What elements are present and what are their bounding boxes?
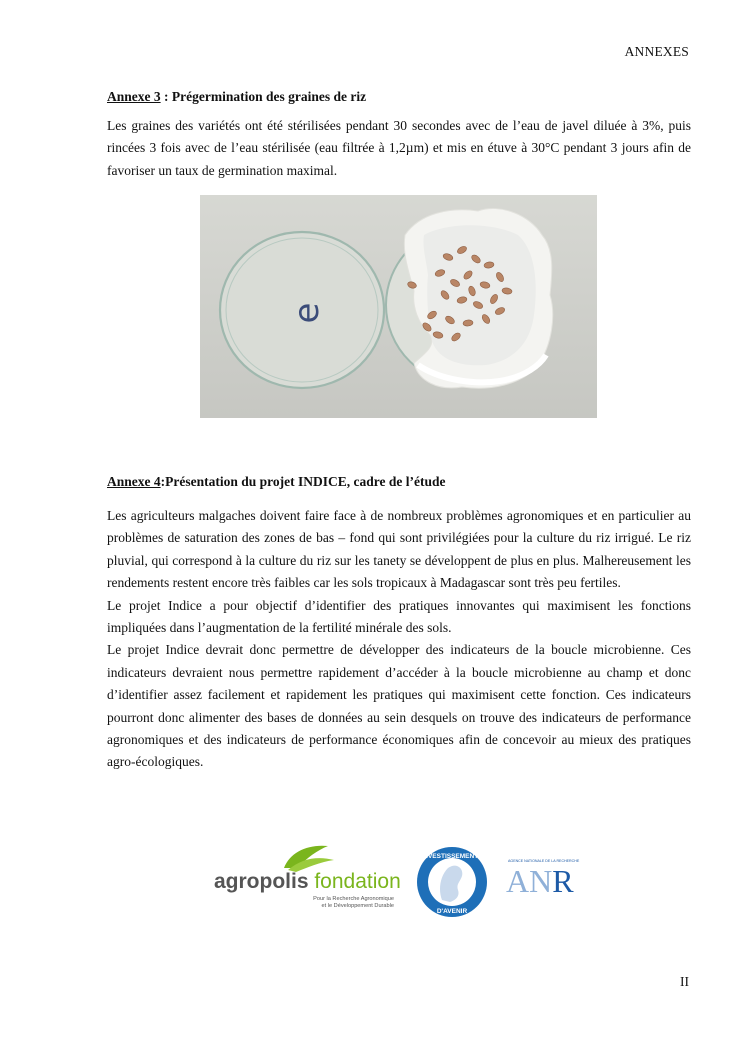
agropolis-fondation-logo	[214, 846, 401, 909]
fondation-word: fondation	[308, 870, 401, 893]
annexe-4-label: Annexe 4	[107, 474, 161, 489]
dish-label: e	[287, 302, 327, 324]
avenir-text: D'AVENIR	[436, 908, 468, 915]
annexe-3-label: Annexe 3	[107, 89, 161, 104]
annexe-4-title: :Présentation du projet INDICE, cadre de l’étude	[160, 474, 446, 489]
running-header: ANNEXES	[624, 44, 689, 59]
anr-letter-a: A	[506, 863, 530, 899]
partner-logos	[210, 840, 600, 920]
anr-logo	[506, 859, 580, 899]
annexe-4-heading	[107, 474, 445, 490]
annexe-3-paragraph: Les graines des variétés ont été stérilisées pendant 30 secondes avec de l’eau de javel diluée à 3%, puis rincées 3 fois avec de l’eau stérilisée (eau filtrée à 1,2µm) et mis en étuve à 30°C pendant 3 jours afin de favoriser un taux de germination maximal.	[107, 118, 691, 178]
anr-letter-n: N	[529, 863, 553, 899]
annexe-4-paragraph: Les agriculteurs malgaches doivent faire face à de nombreux problèmes agronomiques et en particulier au problèmes de saturation des zones de bas – fond qui sont privilégiées pour la culture du riz irrigué. Le riz pluvial, qui correspond à la culture du riz sur les tanety se développent de plus en plus. Malhereusement les rendements restent encore très faibles car les sols tropicaux à Madagascar sont très peu fertiles.	[107, 508, 691, 591]
annexe-3-title: : Prégermination des graines de riz	[160, 89, 367, 104]
annexe-3-section	[107, 89, 691, 182]
anr-small-text: AGENCE NATIONALE DE LA RECHERCHE	[508, 859, 580, 863]
annexe-4-body	[107, 505, 691, 774]
annexe-3-heading	[107, 89, 691, 105]
investissements-text: INVESTISSEMENTS	[421, 853, 483, 860]
agropolis-tagline-1: Pour la Recherche Agronomique	[313, 896, 394, 902]
anr-letter-r: R	[552, 863, 574, 899]
svg-text:ANR	[506, 863, 574, 899]
page-number: II	[680, 974, 689, 989]
petri-dish-photo	[200, 195, 597, 418]
svg-text:agropolis fondation	[214, 870, 401, 893]
agropolis-word: agropolis	[214, 870, 309, 893]
investissements-avenir-logo	[417, 847, 487, 917]
annexe-4-paragraph: Le projet Indice a pour objectif d’identifier des pratiques innovantes qui maximisent les fonctions impliquées dans l’augmentation de la fertilité minérale des sols.	[107, 597, 691, 636]
seed-petri-dish	[386, 208, 553, 388]
agropolis-tagline-2: et le Développement Durable	[321, 903, 394, 909]
annexe-4-paragraph: Le projet Indice devrait donc permettre de développer des indicateurs de la boucle microbienne. Ces indicateurs devraient nous permettre rapidement d’accéder à la boucle microbienne au champ et donc d’identifier assez facilement et rapidement les pratiques qui maximisent cette fonction. Ces indicateurs pourront donc alimenter des bases de données au sein desquels on trouve des indicateurs de performance agronomiques et des indicateurs de performance économiques afin de concevoir au mieux des pratiques agro-écologiques.	[107, 642, 691, 770]
